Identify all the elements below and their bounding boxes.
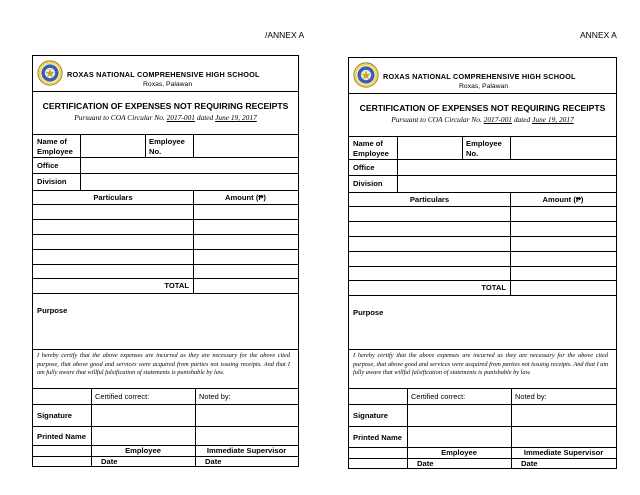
expense-item-row[interactable]	[349, 236, 616, 251]
employee-date-label: Date	[417, 459, 434, 468]
total-amount-field[interactable]	[194, 279, 298, 293]
particulars-header: Particulars	[409, 195, 450, 204]
certification-statement: I hereby certify that the above expenses are incurred as they are necessary for the above cited purpose, that above good and services were acquired from parties not issuing receipts. And that I am fully aware that willful falsification of statements is punishable by law.	[353, 352, 608, 377]
expense-item-row[interactable]	[349, 206, 616, 221]
employee-column-label: Employee	[441, 448, 477, 457]
school-location: Roxas, Palawan	[143, 81, 193, 88]
employee-no-label: Employee No.	[466, 139, 502, 158]
printed-name-label: Printed Name	[353, 433, 402, 442]
certified-correct-label: Certified correct:	[411, 392, 466, 401]
purpose-label: Purpose	[353, 308, 384, 317]
office-field[interactable]	[398, 160, 616, 175]
supervisor-signature-field[interactable]	[196, 405, 298, 426]
supervisor-printed-name-field[interactable]	[512, 427, 616, 447]
purpose-section[interactable]	[349, 295, 616, 349]
employee-no-field[interactable]	[194, 135, 298, 157]
purpose-section[interactable]	[33, 293, 298, 349]
division-field[interactable]	[398, 176, 616, 192]
signature-label: Signature	[37, 411, 73, 420]
expense-item-row[interactable]	[33, 249, 298, 264]
expense-certification-form-left	[32, 55, 299, 467]
supervisor-date-label: Date	[205, 457, 222, 466]
annex-label-left: /ANNEX A	[265, 30, 305, 40]
expense-item-row[interactable]	[349, 251, 616, 266]
name-of-employee-field[interactable]	[398, 137, 462, 159]
supervisor-column-label: Immediate Supervisor	[206, 446, 287, 455]
certification-statement: I hereby certify that the above expenses are incurred as they are necessary for the above cited purpose, that above good and services were acquired from parties not issuing receipts. And that I am fully aware that willful falsification of statements is punishable by law.	[37, 352, 290, 377]
form-title: CERTIFICATION OF EXPENSES NOT REQUIRING RECEIPTS	[359, 103, 606, 113]
supervisor-signature-field[interactable]	[512, 405, 616, 426]
total-label: TOTAL	[164, 281, 189, 290]
expense-item-row[interactable]	[33, 234, 298, 249]
employee-signature-field[interactable]	[92, 405, 195, 426]
office-label: Office	[353, 163, 375, 172]
office-label: Office	[37, 161, 59, 170]
expense-item-row[interactable]	[33, 219, 298, 234]
form-subtitle: Pursuant to COA Circular No. 2017-001 dated June 19, 2017	[74, 113, 257, 122]
school-name: ROXAS NATIONAL COMPREHENSIVE HIGH SCHOOL	[67, 70, 260, 79]
form-title: CERTIFICATION OF EXPENSES NOT REQUIRING RECEIPTS	[42, 101, 289, 111]
annex-label-right: ANNEX A	[580, 30, 617, 40]
purpose-label: Purpose	[37, 306, 68, 315]
total-amount-field[interactable]	[511, 281, 616, 295]
school-location: Roxas, Palawan	[459, 83, 509, 90]
particulars-header: Particulars	[93, 193, 133, 202]
circular-date: June 19, 2017	[215, 113, 257, 122]
printed-name-label: Printed Name	[37, 432, 86, 441]
expense-item-row[interactable]	[349, 221, 616, 236]
employee-no-label: Employee No.	[149, 137, 185, 156]
school-seal-icon	[37, 60, 63, 86]
supervisor-date-label: Date	[521, 459, 538, 468]
employee-printed-name-field[interactable]	[92, 427, 195, 445]
certified-correct-label: Certified correct:	[95, 392, 150, 401]
school-seal-icon	[353, 62, 379, 88]
expense-certification-form-right	[348, 57, 617, 469]
total-label: TOTAL	[481, 283, 506, 292]
employee-signature-field[interactable]	[408, 405, 511, 426]
form-subtitle: Pursuant to COA Circular No. 2017-001 dated June 19, 2017	[391, 115, 574, 124]
name-of-employee-label: Name of Employee	[37, 137, 73, 156]
circular-date: June 19, 2017	[532, 115, 574, 124]
division-field[interactable]	[81, 174, 298, 190]
name-of-employee-field[interactable]	[81, 135, 145, 157]
division-label: Division	[353, 179, 383, 188]
employee-printed-name-field[interactable]	[408, 427, 511, 447]
circular-number: 2017-001	[483, 115, 512, 124]
expense-item-row[interactable]	[33, 264, 298, 278]
noted-by-label: Noted by:	[199, 392, 231, 401]
name-of-employee-label: Name of Employee	[353, 139, 389, 158]
amount-header: Amount (₱)	[542, 195, 584, 204]
employee-no-field[interactable]	[511, 137, 616, 159]
employee-column-label: Employee	[125, 446, 161, 455]
division-label: Division	[37, 177, 67, 186]
circular-number: 2017-001	[166, 113, 195, 122]
office-field[interactable]	[81, 158, 298, 173]
noted-by-label: Noted by:	[515, 392, 547, 401]
amount-header: Amount (₱)	[225, 193, 266, 202]
school-name: ROXAS NATIONAL COMPREHENSIVE HIGH SCHOOL	[383, 72, 576, 81]
employee-date-label: Date	[101, 457, 118, 466]
signature-label: Signature	[353, 411, 389, 420]
expense-item-row[interactable]	[33, 204, 298, 219]
supervisor-column-label: Immediate Supervisor	[523, 448, 604, 457]
expense-item-row[interactable]	[349, 266, 616, 280]
supervisor-printed-name-field[interactable]	[196, 427, 298, 445]
